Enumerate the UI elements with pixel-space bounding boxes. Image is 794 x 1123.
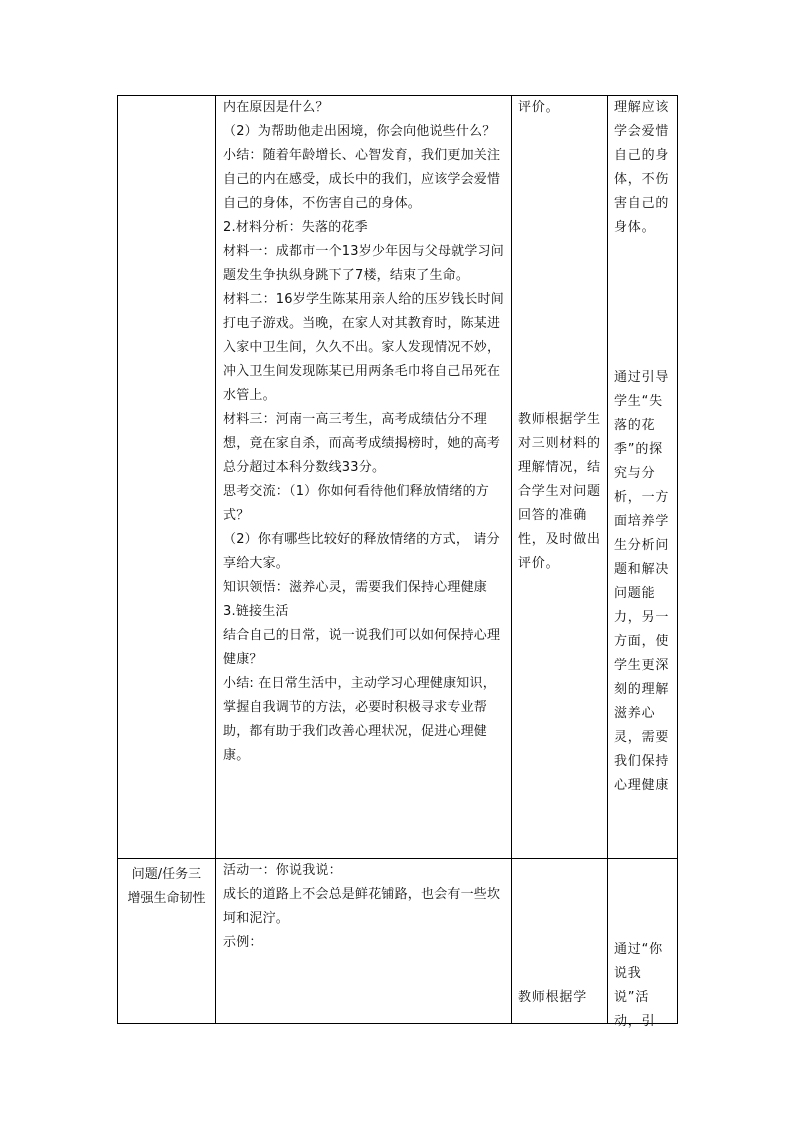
evaluation-text: 教师根据学 xyxy=(518,990,588,1005)
content-line: （2）为帮助他走出困境，你会向他说些什么？ xyxy=(223,124,496,139)
topic-cell xyxy=(118,96,216,859)
content-line: 材料一：成都市一个13岁少年因与父母就学习问题发生争执纵身跳下了7楼，结束了生命。 xyxy=(223,244,504,283)
intent-inner xyxy=(608,96,677,858)
topic-cell xyxy=(118,859,216,1024)
evaluation-inner xyxy=(512,859,607,1023)
topic-line: 问题/任务三 xyxy=(131,867,202,882)
content-line: 思考交流：（1）你如何看待他们释放情绪的方式？ xyxy=(223,484,489,523)
content-line: 成长的道路上不会总是鲜花铺路，也会有一些坎坷和泥泞。 xyxy=(223,887,501,926)
table-row xyxy=(118,96,678,859)
intent-cell xyxy=(608,859,678,1029)
table-row xyxy=(118,859,678,1024)
content-text xyxy=(216,859,511,955)
lesson-plan-table xyxy=(117,95,678,1029)
content-cell xyxy=(216,859,512,1024)
evaluation-text-middle: 教师根据学生对三则材料的理解情况，结合学生对问题回答的准确性，及时做出评价。 xyxy=(518,412,601,571)
content-line: 小结：随着年龄增长、心智发育，我们更加关注自己的内在感受，成长中的我们，应该学会爱惜自己的身体，不伤害自己的身体。 xyxy=(223,148,501,211)
content-line: 3.链接生活 xyxy=(223,604,289,619)
topic-text xyxy=(118,96,215,100)
evaluation-inner xyxy=(512,96,607,858)
content-line: 示例： xyxy=(223,935,263,950)
topic-line: 增强生命韧性 xyxy=(127,891,206,906)
content-line: （2）你有哪些比较好的释放情绪的方式， 请分享给大家。 xyxy=(223,532,500,571)
content-line: 结合自己的日常，说一说我们可以如何保持心理健康？ xyxy=(223,628,501,667)
content-line: 活动一：你说我说： xyxy=(223,863,342,878)
content-line: 知识领悟：滋养心灵，需要我们保持心理健康 xyxy=(223,580,488,595)
intent-text: 通过“你说我说”活动，引 xyxy=(614,942,663,1029)
content-line: 小结: 在日常生活中，主动学习心理健康知识，掌握自我调节的方法，必要时积极寻求专业帮助，都有助于我们改善心理状况，促进心理健康。 xyxy=(223,676,496,763)
evaluation-cell xyxy=(512,96,608,859)
evaluation-cell xyxy=(512,859,608,1024)
intent-inner xyxy=(608,859,677,1029)
evaluation-text-top: 评价。 xyxy=(518,100,560,115)
content-text xyxy=(216,96,511,768)
content-line: 内在原因是什么？ xyxy=(223,100,329,115)
content-line: 材料二：16岁学生陈某用亲人给的压岁钱长时间打电子游戏。当晚，在家人对其教育时，陈某进入家中卫生间，久久不出。家人发现情况不妙，冲入卫生间发现陈某已用两条毛巾将自己吊死在水管上。 xyxy=(223,292,504,403)
content-cell xyxy=(216,96,512,859)
intent-cell xyxy=(608,96,678,859)
topic-text xyxy=(118,859,215,911)
intent-text-middle: 通过引导学生“失落的花季”的探究与分析，一方面培养学生分析问题和解决问题能力，另一方面，使学生更深刻的理解滋养心灵，需要我们保持心理健康 xyxy=(614,370,670,793)
content-line: 2.材料分析：失落的花季 xyxy=(223,220,368,235)
content-line: 材料三：河南一高三考生，高考成绩估分不理想，竟在家自杀，而高考成绩揭榜时，她的高考总分超过本科分数线33分。 xyxy=(223,412,501,475)
intent-text-top: 理解应该学会爱惜自己的身体，不伤害自己的身体。 xyxy=(614,100,670,235)
